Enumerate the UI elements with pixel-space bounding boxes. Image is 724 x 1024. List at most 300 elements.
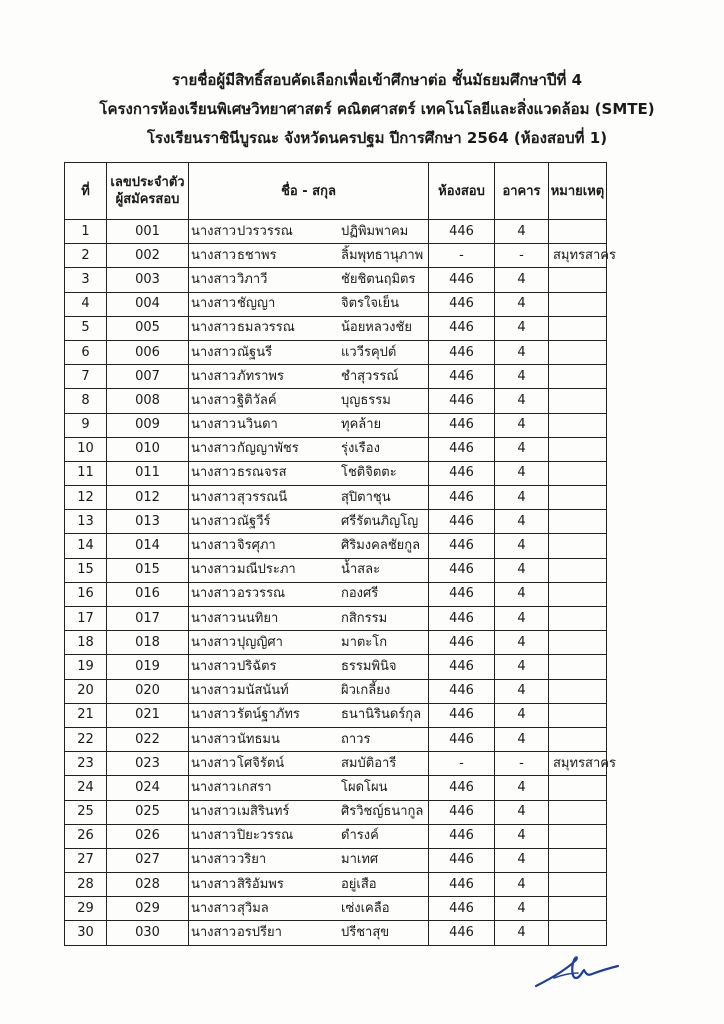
row-applicant-id: 027: [107, 848, 189, 872]
last-name: โผดโผน: [341, 779, 388, 795]
row-applicant-id: 023: [107, 752, 189, 776]
title-line-2: โครงการห้องเรียนพิเศษวิทยาศาสตร์ คณิตศาสตร์ เทคโนโลยีและสิ่งแวดล้อม (SMTE): [99, 100, 655, 118]
row-room: 446: [429, 824, 495, 848]
table-row: [65, 437, 607, 461]
table-row: [65, 848, 607, 872]
title-line-1: รายชื่อผู้มีสิทธิ์สอบคัดเลือกเพื่อเข้าศึกษาต่อ ชั้นมัธยมศึกษาปีที่ 4: [171, 71, 583, 89]
row-name: [189, 413, 429, 437]
row-note: สมุทรสาคร: [549, 752, 607, 776]
row-building: 4: [495, 461, 549, 485]
row-room: 446: [429, 340, 495, 364]
row-name: [189, 316, 429, 340]
table-row: [65, 365, 607, 389]
row-applicant-id: 019: [107, 655, 189, 679]
row-applicant-id: 025: [107, 800, 189, 824]
row-room: 446: [429, 897, 495, 921]
last-name: มาเทศ: [341, 852, 379, 868]
last-name: น้ำสละ: [341, 562, 381, 578]
row-room: 446: [429, 461, 495, 485]
row-note: [549, 776, 607, 800]
row-note: [549, 800, 607, 824]
row-room: 446: [429, 413, 495, 437]
last-name: มาตะโก: [341, 634, 388, 650]
first-name: ปุญญิศา: [237, 634, 283, 650]
row-name: [189, 437, 429, 461]
last-name: กสิกรรม: [341, 610, 388, 626]
row-room: 446: [429, 268, 495, 292]
row-applicant-id: 022: [107, 727, 189, 751]
table-row: [65, 921, 607, 945]
row-room: 446: [429, 655, 495, 679]
row-room: 446: [429, 389, 495, 413]
row-name: [189, 365, 429, 389]
row-room: 446: [429, 510, 495, 534]
row-applicant-id: 024: [107, 776, 189, 800]
row-note: [549, 727, 607, 751]
table-row: [65, 461, 607, 485]
row-building: 4: [495, 534, 549, 558]
row-name: [189, 873, 429, 897]
first-name: ธมลวรรณ: [237, 320, 295, 336]
row-applicant-id: 014: [107, 534, 189, 558]
row-applicant-id: 016: [107, 582, 189, 606]
name-prefix: นางสาว: [191, 852, 237, 868]
row-room: 446: [429, 921, 495, 945]
row-no: 22: [65, 727, 107, 751]
name-prefix: นางสาว: [191, 417, 237, 433]
name-prefix: นางสาว: [191, 634, 237, 650]
row-name: [189, 897, 429, 921]
table-row: [65, 631, 607, 655]
row-name: [189, 727, 429, 751]
first-name: นัทธมน: [237, 731, 280, 747]
table-row: [65, 897, 607, 921]
first-name: ธรณจรส: [237, 465, 287, 481]
row-applicant-id: 003: [107, 268, 189, 292]
row-building: 4: [495, 897, 549, 921]
header-name: ชื่อ - สกุล: [189, 163, 429, 220]
first-name: สุวิมล: [237, 900, 269, 916]
row-room: 446: [429, 631, 495, 655]
name-prefix: นางสาว: [191, 900, 237, 916]
row-applicant-id: 012: [107, 486, 189, 510]
row-building: 4: [495, 268, 549, 292]
row-name: [189, 776, 429, 800]
row-note: [549, 365, 607, 389]
name-prefix: นางสาว: [191, 223, 237, 239]
row-name: [189, 340, 429, 364]
table-row: [65, 244, 607, 268]
row-building: 4: [495, 437, 549, 461]
table-row: [65, 703, 607, 727]
row-no: 20: [65, 679, 107, 703]
last-name: แววีรคุปต์: [341, 344, 397, 360]
row-no: 4: [65, 292, 107, 316]
title-line-3: โรงเรียนราชินีบูรณะ จังหวัดนครปฐม ปีการศึกษา 2564 (ห้องสอบที่ 1): [146, 129, 608, 147]
name-prefix: นางสาว: [191, 296, 237, 312]
row-name: [189, 268, 429, 292]
last-name: ปรีชาสุข: [341, 925, 390, 941]
row-note: [549, 824, 607, 848]
row-note: [549, 461, 607, 485]
row-no: 14: [65, 534, 107, 558]
first-name: สิริอัมพร: [237, 876, 284, 892]
table-row: [65, 510, 607, 534]
row-no: 1: [65, 220, 107, 244]
last-name: ลิ้มพุทธานุภาพ: [341, 247, 424, 263]
row-building: -: [495, 752, 549, 776]
last-name: ทุคล้าย: [341, 417, 382, 433]
row-building: 4: [495, 873, 549, 897]
row-room: 446: [429, 365, 495, 389]
first-name: กัญญาพัชร: [237, 441, 299, 457]
row-note: [549, 340, 607, 364]
row-name: [189, 631, 429, 655]
last-name: ศิรวิชญ์ธนากูล: [341, 804, 424, 820]
first-name: ปิยะวรรณ: [237, 828, 294, 844]
row-room: 446: [429, 316, 495, 340]
row-room: 446: [429, 437, 495, 461]
first-name: รัตน์ฐาภัทร: [237, 707, 300, 723]
row-applicant-id: 018: [107, 631, 189, 655]
first-name: ภัทราพร: [237, 368, 284, 384]
row-no: 17: [65, 607, 107, 631]
row-note: [549, 268, 607, 292]
row-no: 11: [65, 461, 107, 485]
row-applicant-id: 017: [107, 607, 189, 631]
table-row: [65, 800, 607, 824]
row-room: 446: [429, 486, 495, 510]
header-applicant-id-line1: เลขประจำตัว: [110, 175, 185, 190]
name-prefix: นางสาว: [191, 489, 237, 505]
row-room: 446: [429, 679, 495, 703]
table-row: [65, 316, 607, 340]
first-name: ปริฉัตร: [237, 658, 277, 674]
row-building: 4: [495, 824, 549, 848]
row-no: 8: [65, 389, 107, 413]
table-row: [65, 413, 607, 437]
row-applicant-id: 029: [107, 897, 189, 921]
first-name: ณัฐนรี: [237, 344, 273, 360]
name-prefix: นางสาว: [191, 562, 237, 578]
first-name: เมสิรินทร์: [237, 804, 290, 820]
row-building: -: [495, 244, 549, 268]
table-row: [65, 752, 607, 776]
row-room: 446: [429, 534, 495, 558]
row-name: [189, 703, 429, 727]
row-no: 2: [65, 244, 107, 268]
first-name: อรวรรณ: [237, 586, 286, 602]
last-name: ธนานิรินดร์กุล: [341, 707, 422, 723]
name-prefix: นางสาว: [191, 441, 237, 457]
row-name: [189, 292, 429, 316]
row-no: 23: [65, 752, 107, 776]
row-note: [549, 486, 607, 510]
table-row: [65, 873, 607, 897]
row-note: [549, 921, 607, 945]
row-no: 27: [65, 848, 107, 872]
row-building: 4: [495, 510, 549, 534]
row-note: [549, 873, 607, 897]
name-prefix: นางสาว: [191, 368, 237, 384]
name-prefix: นางสาว: [191, 658, 237, 674]
last-name: โชติจิตตะ: [341, 465, 397, 481]
name-prefix: นางสาว: [191, 465, 237, 481]
row-name: [189, 558, 429, 582]
name-prefix: นางสาว: [191, 804, 237, 820]
row-applicant-id: 006: [107, 340, 189, 364]
row-building: 4: [495, 848, 549, 872]
first-name: โศจิรัตน์: [237, 755, 285, 771]
row-applicant-id: 013: [107, 510, 189, 534]
first-name: ณัฐวีร์: [237, 513, 271, 529]
row-note: [549, 607, 607, 631]
row-name: [189, 534, 429, 558]
first-name: นวินดา: [237, 417, 278, 433]
row-no: 26: [65, 824, 107, 848]
last-name: ปฏิพิมพาคม: [341, 223, 409, 239]
table-row: [65, 268, 607, 292]
row-note: [549, 848, 607, 872]
last-name: ชำสุวรรณ์: [341, 368, 399, 384]
row-building: 4: [495, 558, 549, 582]
row-applicant-id: 002: [107, 244, 189, 268]
row-no: 29: [65, 897, 107, 921]
first-name: ฐิติวัลค์: [237, 392, 277, 408]
last-name: สุปิตาชุน: [341, 489, 391, 505]
row-building: 4: [495, 340, 549, 364]
first-name: ธชาพร: [237, 247, 277, 263]
row-room: 446: [429, 582, 495, 606]
row-note: [549, 631, 607, 655]
row-note: [549, 437, 607, 461]
row-note: [549, 292, 607, 316]
name-prefix: นางสาว: [191, 271, 237, 287]
name-prefix: นางสาว: [191, 779, 237, 795]
last-name: อยู่เสือ: [341, 876, 377, 892]
row-applicant-id: 010: [107, 437, 189, 461]
name-prefix: นางสาว: [191, 513, 237, 529]
row-name: [189, 510, 429, 534]
row-name: [189, 389, 429, 413]
last-name: จิตรใจเย็น: [341, 296, 399, 312]
row-applicant-id: 030: [107, 921, 189, 945]
table-header-row: [65, 163, 607, 220]
last-name: รุ่งเรือง: [341, 441, 380, 457]
row-applicant-id: 026: [107, 824, 189, 848]
row-applicant-id: 021: [107, 703, 189, 727]
first-name: ชัญญา: [237, 296, 276, 312]
row-building: 4: [495, 389, 549, 413]
row-note: [549, 534, 607, 558]
row-note: [549, 582, 607, 606]
row-no: 6: [65, 340, 107, 364]
name-prefix: นางสาว: [191, 828, 237, 844]
row-building: 4: [495, 220, 549, 244]
row-building: 4: [495, 292, 549, 316]
header-room: ห้องสอบ: [429, 163, 495, 220]
name-prefix: นางสาว: [191, 755, 237, 771]
row-note: [549, 655, 607, 679]
first-name: มณีประภา: [237, 562, 296, 578]
row-no: 24: [65, 776, 107, 800]
row-no: 19: [65, 655, 107, 679]
row-name: [189, 582, 429, 606]
row-name: [189, 921, 429, 945]
row-no: 25: [65, 800, 107, 824]
row-room: 446: [429, 558, 495, 582]
name-prefix: นางสาว: [191, 731, 237, 747]
table-row: [65, 655, 607, 679]
table-body: [65, 220, 616, 946]
row-note: [549, 389, 607, 413]
name-prefix: นางสาว: [191, 610, 237, 626]
row-room: 446: [429, 292, 495, 316]
row-no: 5: [65, 316, 107, 340]
row-name: [189, 461, 429, 485]
row-building: 4: [495, 316, 549, 340]
last-name: ถาวร: [341, 731, 371, 747]
table-row: [65, 389, 607, 413]
table-row: [65, 607, 607, 631]
name-prefix: นางสาว: [191, 392, 237, 408]
row-name: [189, 220, 429, 244]
first-name: นนทิยา: [237, 610, 279, 626]
name-prefix: นางสาว: [191, 707, 237, 723]
row-building: 4: [495, 776, 549, 800]
first-name: จิรศุภา: [237, 538, 276, 554]
row-name: [189, 752, 429, 776]
row-building: 4: [495, 413, 549, 437]
last-name: น้อยหลวงชัย: [341, 320, 412, 336]
table-row: [65, 679, 607, 703]
header-applicant-id-line2: ผู้สมัครสอบ: [115, 192, 180, 207]
table-row: [65, 220, 607, 244]
row-note: [549, 220, 607, 244]
last-name: ผิวเกลี้ยง: [341, 683, 391, 699]
row-room: 446: [429, 848, 495, 872]
row-name: [189, 244, 429, 268]
row-name: [189, 486, 429, 510]
table-row: [65, 340, 607, 364]
last-name: ศรีรัตนภิญโญ: [341, 513, 419, 529]
row-room: -: [429, 752, 495, 776]
last-name: เซ่งเคลือ: [341, 900, 390, 916]
row-no: 28: [65, 873, 107, 897]
row-no: 7: [65, 365, 107, 389]
row-note: [549, 316, 607, 340]
last-name: ดำรงค์: [341, 828, 379, 844]
candidate-table: [64, 162, 616, 946]
row-building: 4: [495, 679, 549, 703]
first-name: วิภาวี: [237, 271, 268, 287]
row-name: [189, 607, 429, 631]
row-name: [189, 848, 429, 872]
row-note: [549, 897, 607, 921]
table-row: [65, 727, 607, 751]
row-applicant-id: 007: [107, 365, 189, 389]
table-row: [65, 534, 607, 558]
first-name: ปวรวรรณ: [237, 223, 293, 239]
header-no: ที่: [65, 163, 107, 220]
row-no: 10: [65, 437, 107, 461]
row-applicant-id: 001: [107, 220, 189, 244]
row-applicant-id: 011: [107, 461, 189, 485]
row-applicant-id: 008: [107, 389, 189, 413]
last-name: ศิริมงคลชัยกูล: [341, 538, 421, 554]
row-no: 9: [65, 413, 107, 437]
row-name: [189, 824, 429, 848]
name-prefix: นางสาว: [191, 344, 237, 360]
last-name: ธรรมพินิจ: [341, 658, 397, 674]
row-building: 4: [495, 921, 549, 945]
name-prefix: นางสาว: [191, 247, 237, 263]
row-building: 4: [495, 607, 549, 631]
first-name: เกสรา: [237, 779, 272, 795]
table-row: [65, 776, 607, 800]
table-row: [65, 582, 607, 606]
row-note: [549, 510, 607, 534]
row-room: 446: [429, 220, 495, 244]
row-no: 13: [65, 510, 107, 534]
name-prefix: นางสาว: [191, 586, 237, 602]
first-name: อรปรียา: [237, 925, 282, 941]
row-note: [549, 679, 607, 703]
name-prefix: นางสาว: [191, 683, 237, 699]
row-room: 446: [429, 873, 495, 897]
last-name: สมบัติอารี: [341, 755, 397, 771]
row-building: 4: [495, 800, 549, 824]
row-room: 446: [429, 607, 495, 631]
header-building: อาคาร: [495, 163, 549, 220]
row-room: -: [429, 244, 495, 268]
row-no: 15: [65, 558, 107, 582]
row-note: สมุทรสาคร: [549, 244, 607, 268]
row-building: 4: [495, 727, 549, 751]
table-row: [65, 824, 607, 848]
table-row: [65, 558, 607, 582]
row-no: 21: [65, 703, 107, 727]
row-building: 4: [495, 582, 549, 606]
header-note: หมายเหตุ: [549, 163, 607, 220]
name-prefix: นางสาว: [191, 925, 237, 941]
row-applicant-id: 020: [107, 679, 189, 703]
row-note: [549, 413, 607, 437]
last-name: ชัยชิตนฤมิตร: [341, 271, 416, 287]
first-name: วริยา: [237, 852, 267, 868]
row-building: 4: [495, 655, 549, 679]
first-name: มนัสนันท์: [237, 683, 289, 699]
first-name: สุวรรณนี: [237, 489, 288, 505]
row-no: 18: [65, 631, 107, 655]
row-room: 446: [429, 800, 495, 824]
name-prefix: นางสาว: [191, 538, 237, 554]
last-name: บุญธรรม: [341, 392, 391, 408]
row-applicant-id: 009: [107, 413, 189, 437]
signature: [532, 948, 622, 992]
document-header: [0, 66, 724, 153]
row-applicant-id: 015: [107, 558, 189, 582]
table-row: [65, 486, 607, 510]
row-no: 12: [65, 486, 107, 510]
row-no: 16: [65, 582, 107, 606]
header-applicant-id: [107, 163, 189, 220]
row-note: [549, 703, 607, 727]
row-no: 30: [65, 921, 107, 945]
row-building: 4: [495, 631, 549, 655]
row-room: 446: [429, 727, 495, 751]
row-note: [549, 558, 607, 582]
